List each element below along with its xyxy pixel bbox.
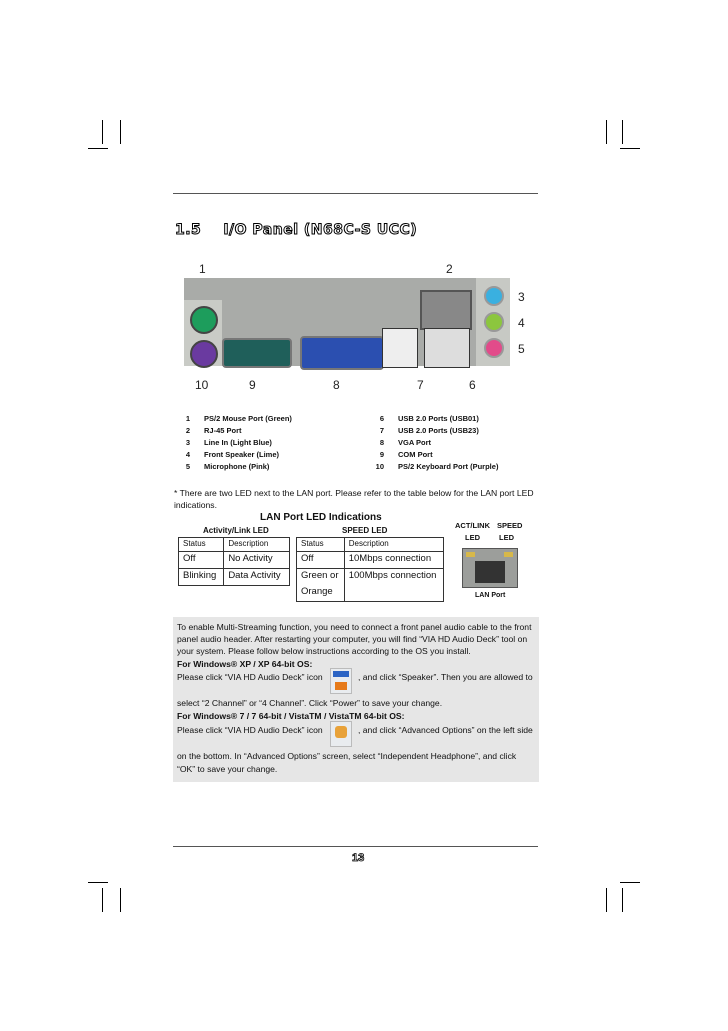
legend-right: [362, 413, 498, 473]
audio-text: To enable Multi-Streaming function, you need to connect a front panel audio cable to the front: [177, 622, 532, 632]
callout-7: 7: [417, 378, 424, 392]
legend-item: 4 Front Speaker (Lime): [185, 450, 280, 459]
rj45-port: [420, 290, 472, 330]
act-link-label: ACT/LINK: [455, 521, 490, 530]
speed-led-label: LED: [499, 533, 514, 542]
table-row: Orange: [297, 585, 444, 602]
table-row: Status Description: [179, 538, 290, 552]
legend-item: 2 RJ-45 Port: [185, 426, 242, 435]
usb-ports-2: [424, 328, 470, 368]
bottom-rule: [173, 846, 538, 847]
callout-5: 5: [518, 342, 525, 356]
front-speaker-jack: [484, 312, 504, 332]
audio-text: “OK” to save your change.: [177, 764, 278, 774]
legend-left: [168, 413, 292, 473]
callout-10: 10: [195, 378, 209, 392]
legend-item: 10 PS/2 Keyboard Port (Purple): [375, 462, 499, 471]
legend-item: 9 COM Port: [379, 450, 433, 459]
led-note: * There are two LED next to the LAN port. Please refer to the table below for the LAN port LED indications.: [174, 488, 534, 510]
speed-led-table: [296, 537, 444, 602]
callout-8: 8: [333, 378, 340, 392]
legend-item: 1 PS/2 Mouse Port (Green): [185, 414, 292, 423]
legend-item: 7 USB 2.0 Ports (USB23): [379, 426, 479, 435]
legend-item: 5 Microphone (Pink): [185, 462, 270, 471]
activity-led-heading: Activity/Link LED: [203, 526, 269, 535]
usb-ports: [382, 328, 418, 368]
callout-6: 6: [469, 378, 476, 392]
audio-text: , and click “Speaker”. Then you are allowed to: [358, 672, 533, 682]
led-table-title: LAN Port LED Indications: [260, 512, 382, 523]
audio-text: Please click “VIA HD Audio Deck” icon: [177, 672, 323, 682]
ps2-keyboard-port: [190, 340, 218, 368]
speed-led-heading: SPEED LED: [342, 526, 388, 535]
section-title: [175, 222, 439, 238]
callout-9: 9: [249, 378, 256, 392]
lan-port-image: [462, 548, 518, 588]
table-row: Status Description: [297, 538, 444, 552]
act-led-label: LED: [465, 533, 480, 542]
audio-text: select “2 Channel” or “4 Channel”. Click “Power” to save your change.: [177, 698, 443, 708]
ps2-mouse-port: [190, 306, 218, 334]
line-in-jack: [484, 286, 504, 306]
legend-item: 8 VGA Port: [379, 438, 432, 447]
audio-text: on the bottom. In “Advanced Options” screen, select “Independent Headphone”, and click: [177, 751, 517, 761]
win7-heading: For Windows® 7 / 7 64-bit / VistaTM / VistaTM 64-bit OS:: [177, 711, 405, 721]
speed-label: SPEED: [497, 521, 523, 530]
table-row: Blinking Data Activity: [179, 569, 290, 586]
com-port: [222, 338, 292, 368]
table-row: Off No Activity: [179, 552, 290, 569]
audio-text: panel audio header. After restarting your computer, you will find “VIA HD Audio Deck” tool on: [177, 634, 528, 644]
table-row: Off 10Mbps connection: [297, 552, 444, 569]
activity-led-table: [178, 537, 290, 586]
table-row: Green or 100Mbps connection: [297, 569, 444, 586]
audio-text: Please click “VIA HD Audio Deck” icon: [177, 725, 323, 735]
microphone-jack: [484, 338, 504, 358]
section-number: 1.5: [175, 222, 202, 238]
lan-port-label: LAN Port: [475, 592, 506, 599]
callout-2: 2: [446, 262, 453, 276]
legend-item: 3 Line In (Light Blue): [185, 438, 272, 447]
via-hd-audio-deck-icon: [330, 668, 352, 694]
page-number: 13: [352, 852, 365, 864]
callout-1: 1: [199, 262, 206, 276]
top-rule: [173, 193, 538, 194]
legend-item: 6 USB 2.0 Ports (USB01): [379, 414, 479, 423]
audio-text: your system. Please follow below instructions according to the OS you install.: [177, 646, 471, 656]
xp-heading: For Windows® XP / XP 64-bit OS:: [177, 659, 313, 669]
audio-text: , and click “Advanced Options” on the left side: [358, 725, 533, 735]
section-title-text: I/O Panel (N68C-S UCC): [223, 222, 418, 238]
via-hd-audio-deck-icon-2: [330, 721, 352, 747]
callout-4: 4: [518, 316, 525, 330]
callout-3: 3: [518, 290, 525, 304]
vga-port: [300, 336, 384, 370]
